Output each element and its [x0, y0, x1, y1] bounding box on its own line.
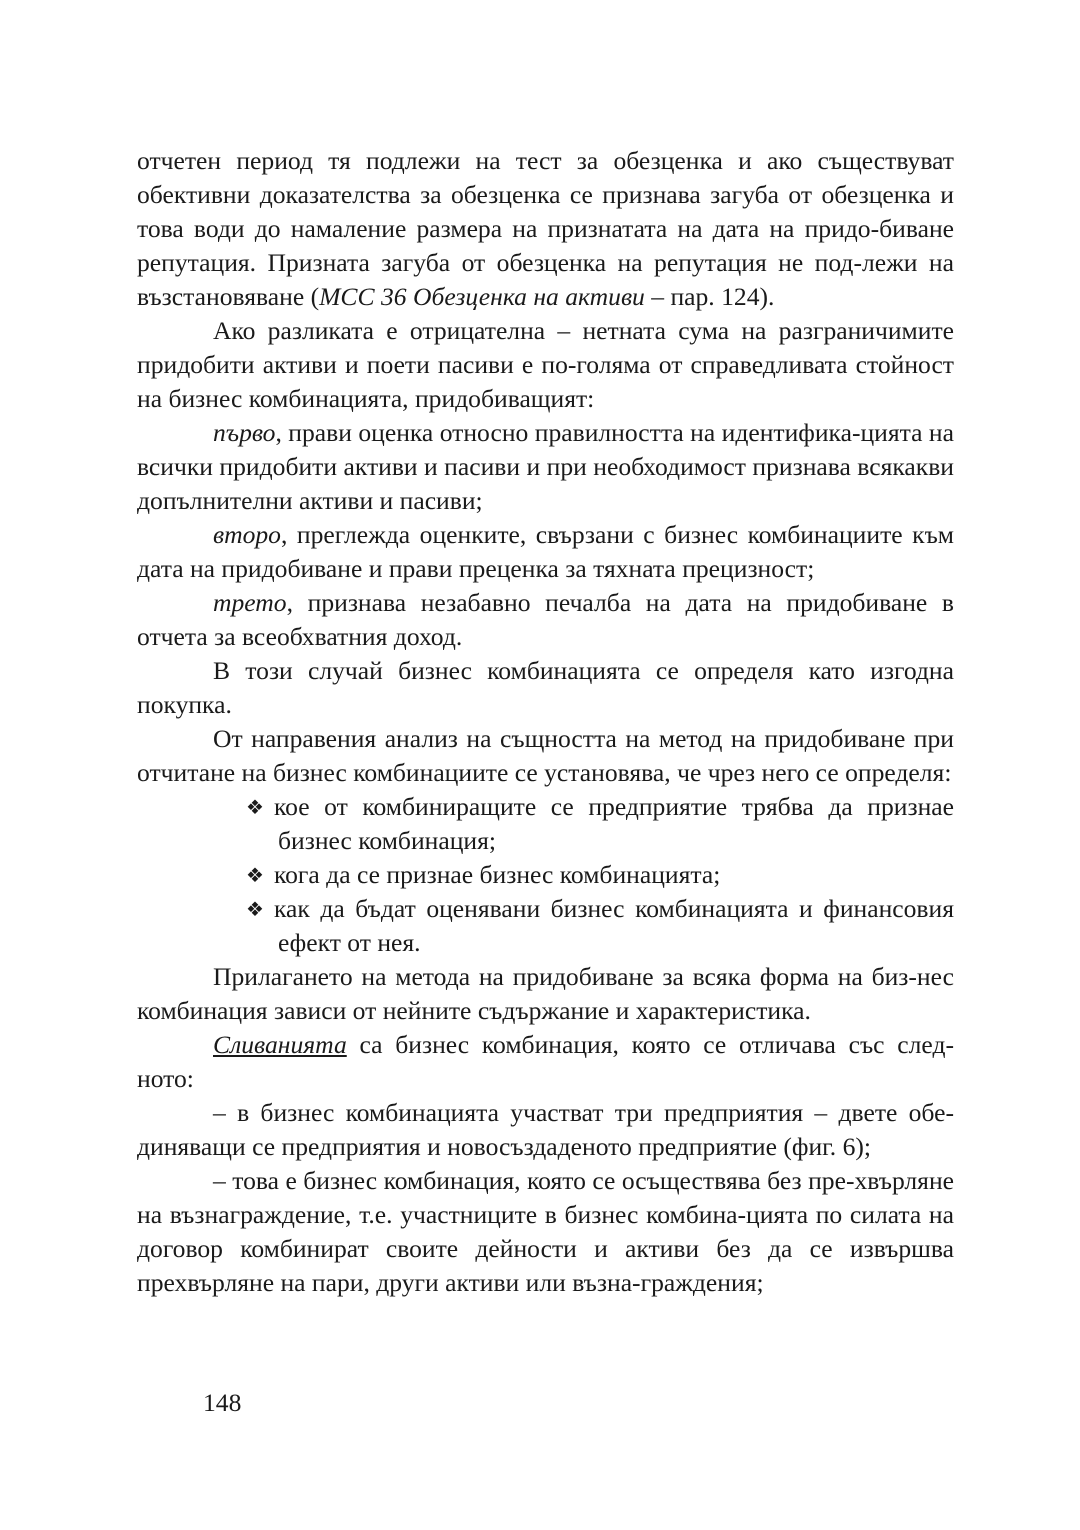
diamond-bullet-icon: ❖ [246, 795, 264, 819]
ordinal-second: второ [213, 520, 281, 549]
standard-reference: МСС 36 Обезценка на активи [319, 282, 645, 311]
paragraph-text: , прави оценка относно правилността на идентифика-цията на всички придобити активи и пасиви и при необходимост признава всякакви допълнителни активи и пасиви; [137, 418, 954, 515]
paragraph-second [137, 518, 954, 586]
diamond-bullet-icon: ❖ [246, 863, 264, 887]
list-item [246, 858, 954, 892]
diamond-bullet-icon: ❖ [246, 897, 264, 921]
list-item-text: кога да се признае бизнес комбинацията; [274, 860, 721, 889]
paragraph-text: отчетен период тя подлежи на тест за обезценка и ако съществуват обективни доказателства за обезценка се признава загуба от обезценка и това води до намаление размера на признатата на дата на придо-биване репутация. Призната загуба от обезценка на репутация не под-лежи на възстановяване ( [137, 146, 954, 311]
ordinal-first: първо [213, 418, 276, 447]
paragraph-first [137, 416, 954, 518]
paragraph-text: , признава незабавно печалба на дата на придобиване в отчета за всеобхватния доход. [137, 588, 954, 651]
paragraph-negative-difference: Ако разликата е отрицателна – нетната сума на разграничимите придобити активи и поети пасиви е по-голяма от справедливата стойност на бизнес комбинацията, придобиващият: [137, 316, 954, 413]
body-text [137, 144, 954, 1300]
bullet-list [137, 790, 954, 960]
paragraph-third [137, 586, 954, 654]
paragraph-text: са бизнес комбинация, която се отличава със след-ното: [137, 1030, 954, 1093]
paragraph-no-consideration: – това е бизнес комбинация, която се осъществява без пре-хвърляне на възнаграждение, т.е. участниците в бизнес комбина-цията по силата на договор комбинират своите дейности и активи без да се извършва прехвърляне на пари, други активи или възна-граждения; [137, 1166, 954, 1297]
paragraph-method-application: Прилагането на метода на придобиване за всяка форма на биз-нес комбинация зависи от нейните съдържание и характеристика. [137, 962, 954, 1025]
paragraph-mergers [137, 1028, 954, 1096]
list-item-text: как да бъдат оценявани бизнес комбинацията и финансовия ефект от нея. [274, 894, 954, 957]
list-item [246, 892, 954, 960]
paragraph-impairment-test [137, 144, 954, 314]
page-number: 148 [203, 1388, 242, 1417]
list-item [246, 790, 954, 858]
paragraph-text: , преглежда оценките, свързани с бизнес комбинациите към дата на придобиване и прави преценка за тяхната прецизност; [137, 520, 954, 583]
paragraph-text: – пар. 124). [644, 282, 775, 311]
paragraph-three-enterprises: – в бизнес комбинацията участват три предприятия – двете обе-диняващи се предприятия и новосъздаденото предприятие (фиг. 6); [137, 1098, 954, 1161]
term-mergers: Сливанията [213, 1030, 347, 1059]
ordinal-third: трето [213, 588, 287, 617]
paragraph-bargain-purchase: В този случай бизнес комбинацията се определя като изгодна покупка. [137, 656, 954, 719]
list-item-text: кое от комбиниращите се предприятие трябва да признае бизнес комбинация; [274, 792, 954, 855]
paragraph-analysis: От направения анализ на същността на метод на придобиване при отчитане на бизнес комбинациите се установява, че чрез него се определя: [137, 724, 954, 787]
